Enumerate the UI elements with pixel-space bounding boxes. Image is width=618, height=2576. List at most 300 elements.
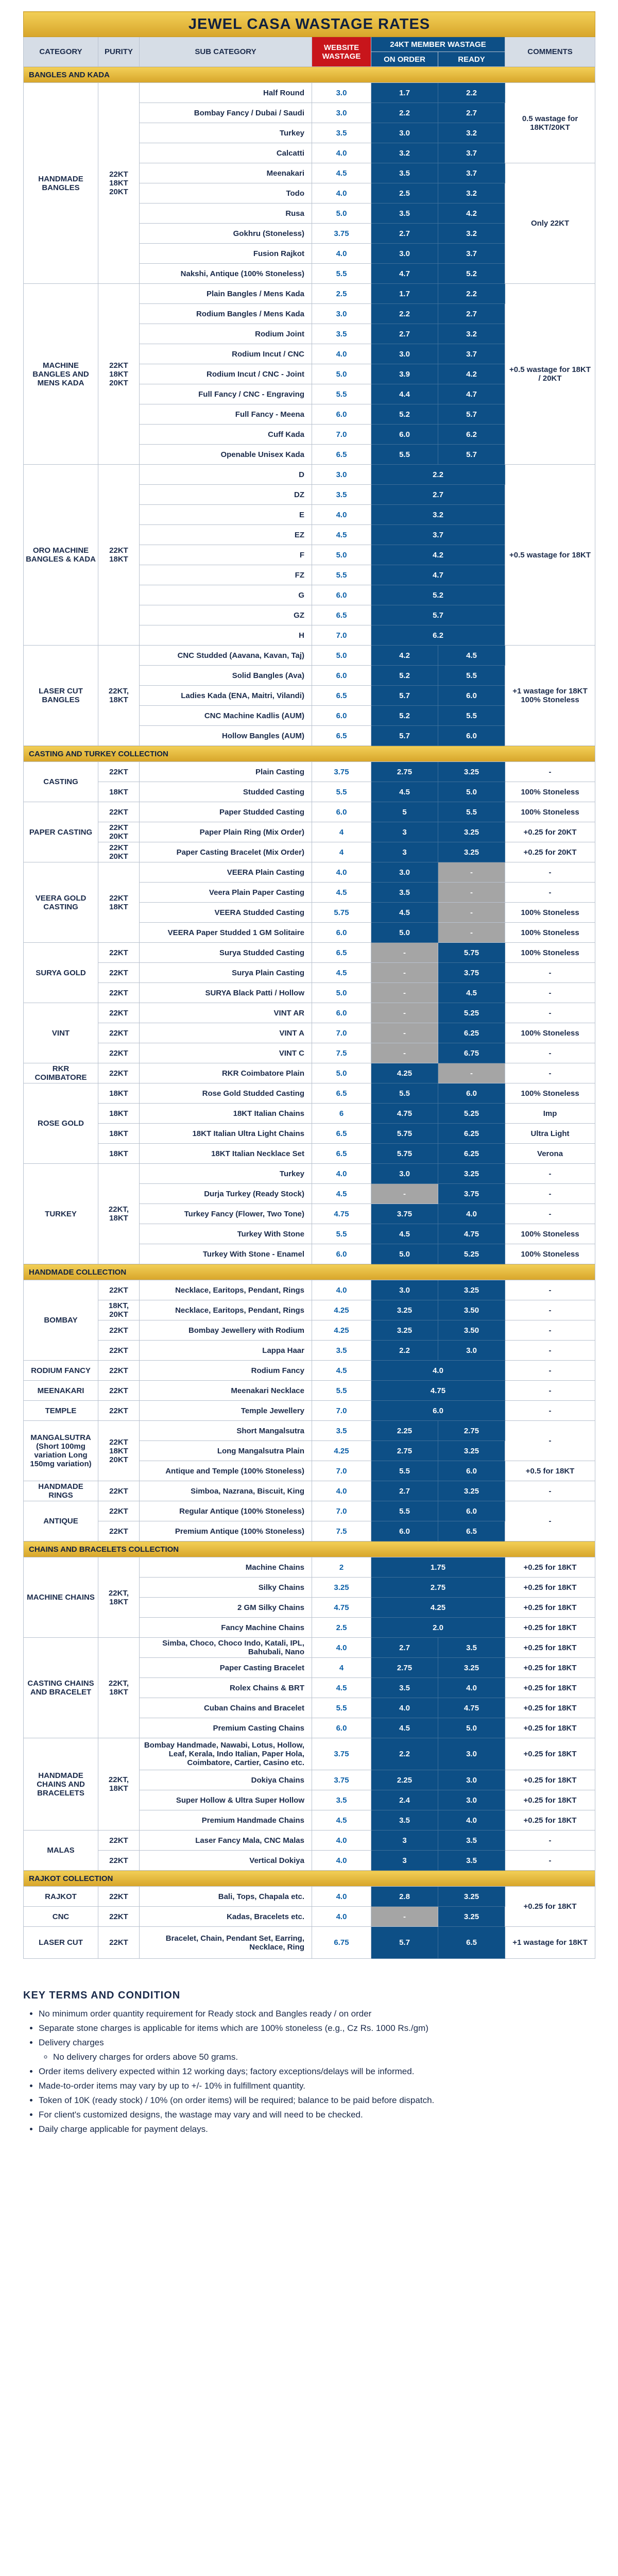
table-row (24, 862, 595, 883)
purity-cell: 22KT 18KT (98, 862, 140, 943)
category-cell: HANDMADE BANGLES (24, 83, 98, 284)
on-order-cell: 5.5 (371, 445, 438, 465)
on-order-cell: 3.0 (371, 1164, 438, 1184)
table-row (24, 1738, 595, 1770)
website-wastage-cell: 3.5 (312, 1341, 371, 1361)
on-order-cell: 3.75 (371, 1204, 438, 1224)
on-order-cell: 2.8 (371, 1887, 438, 1907)
ready-cell: 4.5 (438, 983, 505, 1003)
website-wastage-cell: 4.5 (312, 1678, 371, 1698)
on-order-cell: 5.2 (371, 404, 438, 425)
sub-category-cell: Rolex Chains & BRT (140, 1678, 312, 1698)
comment-cell: +0.25 for 18KT (505, 1738, 595, 1770)
on-order-cell: 3 (371, 1851, 438, 1871)
table-row (24, 1124, 595, 1144)
ready-cell: 6.25 (438, 1124, 505, 1144)
on-order-cell: 4.5 (371, 1718, 438, 1738)
comment-cell: - (505, 762, 595, 782)
category-cell: ANTIQUE (24, 1501, 98, 1541)
on-order-cell: 2.7 (371, 1638, 438, 1658)
member-wastage-cell: 4.7 (371, 565, 505, 585)
purity-cell: 22KT (98, 1887, 140, 1907)
sub-category-cell: SURYA Black Patti / Hollow (140, 983, 312, 1003)
on-order-cell: 3.0 (371, 1280, 438, 1300)
purity-cell: 22KT (98, 1521, 140, 1541)
terms-item: • For client's customized designs, the wastage may vary and will need to be checked. (39, 2108, 595, 2122)
sub-category-cell: Rodium Joint (140, 324, 312, 344)
sub-category-cell: Super Hollow & Ultra Super Hollow (140, 1790, 312, 1810)
on-order-cell: 5.5 (371, 1501, 438, 1521)
on-order-cell: 2.25 (371, 1770, 438, 1790)
ready-cell: - (438, 923, 505, 943)
ready-cell: 4.0 (438, 1678, 505, 1698)
purity-cell: 18KT, 20KT (98, 1300, 140, 1320)
on-order-cell: 3.25 (371, 1320, 438, 1341)
comment-cell: - (505, 1063, 595, 1083)
website-wastage-cell: 4 (312, 822, 371, 842)
on-order-cell: 5.5 (371, 1083, 438, 1104)
website-wastage-cell: 3.0 (312, 103, 371, 123)
sub-category-cell: VEERA Studded Casting (140, 903, 312, 923)
ready-cell: - (438, 1063, 505, 1083)
website-wastage-cell: 5.0 (312, 983, 371, 1003)
purity-cell: 22KT (98, 1063, 140, 1083)
ready-cell: 4.75 (438, 1698, 505, 1718)
sub-category-cell: Ladies Kada (ENA, Maitri, Vilandi) (140, 686, 312, 706)
comment-cell: - (505, 1831, 595, 1851)
category-cell: CNC (24, 1907, 98, 1927)
sub-category-cell: Premium Handmade Chains (140, 1810, 312, 1831)
on-order-cell: - (371, 963, 438, 983)
website-wastage-cell: 3.5 (312, 1421, 371, 1441)
on-order-cell: 2.7 (371, 324, 438, 344)
comment-cell: - (505, 1184, 595, 1204)
comment-cell: 100% Stoneless (505, 923, 595, 943)
ready-cell: - (438, 903, 505, 923)
section-title: CASTING AND TURKEY COLLECTION (24, 746, 595, 762)
on-order-cell: 4.7 (371, 264, 438, 284)
on-order-cell: 5.0 (371, 923, 438, 943)
on-order-cell: - (371, 943, 438, 963)
page-title: JEWEL CASA WASTAGE RATES (24, 12, 595, 37)
sub-category-cell: G (140, 585, 312, 605)
sub-category-cell: Short Mangalsutra (140, 1421, 312, 1441)
sub-category-cell: Regular Antique (100% Stoneless) (140, 1501, 312, 1521)
ready-cell: 4.0 (438, 1810, 505, 1831)
section-row (24, 67, 595, 83)
category-cell: ROSE GOLD (24, 1083, 98, 1164)
on-order-cell: 4.5 (371, 903, 438, 923)
purity-cell: 22KT 20KT (98, 842, 140, 862)
member-wastage-cell: 4.2 (371, 545, 505, 565)
comment-cell: +1 wastage for 18KT (505, 1927, 595, 1959)
category-cell: ORO MACHINE BANGLES & KADA (24, 465, 98, 646)
on-order-cell: 4.75 (371, 1104, 438, 1124)
comment-cell: +0.25 for 20KT (505, 842, 595, 862)
sub-category-cell: Half Round (140, 83, 312, 103)
category-cell: RODIUM FANCY (24, 1361, 98, 1381)
table-row (24, 802, 595, 822)
website-wastage-cell: 3.5 (312, 1790, 371, 1810)
purity-cell: 22KT, 18KT (98, 1638, 140, 1738)
category-cell: VINT (24, 1003, 98, 1063)
website-wastage-cell: 5.0 (312, 545, 371, 565)
website-wastage-cell: 4.0 (312, 1851, 371, 1871)
sub-category-cell: Antique and Temple (100% Stoneless) (140, 1461, 312, 1481)
header-purity: PURITY (98, 37, 140, 67)
ready-cell: - (438, 883, 505, 903)
website-wastage-cell: 5.5 (312, 264, 371, 284)
sub-category-cell: Temple Jewellery (140, 1401, 312, 1421)
table-row (24, 1501, 595, 1521)
comment-cell: +0.25 for 18KT (505, 1598, 595, 1618)
sub-category-cell: Todo (140, 183, 312, 204)
comment-cell: - (505, 1401, 595, 1421)
sub-category-cell: VEERA Paper Studded 1 GM Solitaire (140, 923, 312, 943)
table-row (24, 1341, 595, 1361)
ready-cell: 5.7 (438, 445, 505, 465)
purity-cell: 22KT, 18KT (98, 646, 140, 746)
sub-category-cell: Full Fancy - Meena (140, 404, 312, 425)
comment-cell: 100% Stoneless (505, 943, 595, 963)
ready-cell: 3.25 (438, 1441, 505, 1461)
sub-category-cell: Fancy Machine Chains (140, 1618, 312, 1638)
sub-category-cell: Nakshi, Antique (100% Stoneless) (140, 264, 312, 284)
on-order-cell: 3 (371, 1831, 438, 1851)
table-row (24, 1104, 595, 1124)
comment-cell: +0.25 for 18KT (505, 1618, 595, 1638)
ready-cell: 3.5 (438, 1851, 505, 1871)
sub-category-cell: Turkey With Stone (140, 1224, 312, 1244)
website-wastage-cell: 3.25 (312, 1578, 371, 1598)
ready-cell: 5.0 (438, 782, 505, 802)
comment-cell: +1 wastage for 18KT 100% Stoneless (505, 646, 595, 746)
table-row (24, 465, 595, 485)
sub-category-cell: Meenakari (140, 163, 312, 183)
purity-cell: 22KT 18KT 20KT (98, 1421, 140, 1481)
sub-category-cell: Bombay Fancy / Dubai / Saudi (140, 103, 312, 123)
comment-cell: +0.25 for 18KT (505, 1887, 595, 1927)
ready-cell: 3.50 (438, 1320, 505, 1341)
section-row (24, 1541, 595, 1557)
comment-cell: +0.25 for 18KT (505, 1718, 595, 1738)
table-row (24, 1023, 595, 1043)
table-row (24, 83, 595, 103)
purity-cell: 22KT (98, 1907, 140, 1927)
purity-cell: 18KT (98, 1144, 140, 1164)
purity-cell: 18KT (98, 1124, 140, 1144)
purity-cell: 22KT (98, 1320, 140, 1341)
ready-cell: 5.5 (438, 706, 505, 726)
ready-cell: 3.5 (438, 1831, 505, 1851)
sub-category-cell: Rodium Bangles / Mens Kada (140, 304, 312, 324)
website-wastage-cell: 7.0 (312, 1023, 371, 1043)
purity-cell: 22KT (98, 1851, 140, 1871)
on-order-cell: - (371, 1907, 438, 1927)
purity-cell: 22KT (98, 1927, 140, 1959)
table-row (24, 1320, 595, 1341)
sub-category-cell: Surya Studded Casting (140, 943, 312, 963)
on-order-cell: 3.0 (371, 244, 438, 264)
table-row (24, 646, 595, 666)
on-order-cell: 2.4 (371, 1790, 438, 1810)
member-wastage-cell: 5.2 (371, 585, 505, 605)
category-cell: SURYA GOLD (24, 943, 98, 1003)
on-order-cell: 4.2 (371, 646, 438, 666)
website-wastage-cell: 6.75 (312, 1927, 371, 1959)
sub-category-cell: Turkey (140, 123, 312, 143)
on-order-cell: 2.25 (371, 1421, 438, 1441)
website-wastage-cell: 6.5 (312, 1144, 371, 1164)
purity-cell: 22KT (98, 963, 140, 983)
terms-title: KEY TERMS AND CONDITION (23, 1990, 181, 2001)
table-row (24, 1421, 595, 1441)
member-wastage-cell: 1.75 (371, 1557, 505, 1578)
table-row (24, 1851, 595, 1871)
terms-item: • Separate stone charges is applicable for items which are 100% stoneless (e.g., Cz Rs. 1000 Rs./gm) (39, 2021, 595, 2036)
category-cell: MEENAKARI (24, 1381, 98, 1401)
comment-cell: - (505, 1300, 595, 1320)
on-order-cell: 3 (371, 842, 438, 862)
comment-cell: 100% Stoneless (505, 1023, 595, 1043)
sub-category-cell: Bombay Handmade, Nawabi, Lotus, Hollow, Leaf, Kerala, Indo Italian, Paper Hola, Coimbatore, Cartier, Casino etc. (140, 1738, 312, 1770)
sub-category-cell: FZ (140, 565, 312, 585)
purity-cell: 22KT (98, 1481, 140, 1501)
website-wastage-cell: 4.5 (312, 1184, 371, 1204)
section-title: CHAINS AND BRACELETS COLLECTION (24, 1541, 595, 1557)
on-order-cell: 2.5 (371, 183, 438, 204)
website-wastage-cell: 2 (312, 1557, 371, 1578)
ready-cell: 2.2 (438, 284, 505, 304)
member-wastage-cell: 3.7 (371, 525, 505, 545)
comment-cell: - (505, 1164, 595, 1184)
ready-cell: 3.5 (438, 1638, 505, 1658)
sub-category-cell: Studded Casting (140, 782, 312, 802)
category-cell: RAJKOT (24, 1887, 98, 1907)
purity-cell: 18KT (98, 1083, 140, 1104)
sub-category-cell: Gokhru (Stoneless) (140, 224, 312, 244)
table-row (24, 1481, 595, 1501)
on-order-cell: 3.5 (371, 204, 438, 224)
sub-category-cell: Full Fancy / CNC - Engraving (140, 384, 312, 404)
website-wastage-cell: 3.75 (312, 762, 371, 782)
on-order-cell: - (371, 1043, 438, 1063)
purity-cell: 22KT 18KT 20KT (98, 83, 140, 284)
comment-cell: 100% Stoneless (505, 1224, 595, 1244)
website-wastage-cell: 5.5 (312, 384, 371, 404)
member-wastage-cell: 2.2 (371, 465, 505, 485)
sub-category-cell: Plain Casting (140, 762, 312, 782)
category-cell: LASER CUT BANGLES (24, 646, 98, 746)
ready-cell: 3.75 (438, 1184, 505, 1204)
sub-category-cell: Rodium Incut / CNC - Joint (140, 364, 312, 384)
purity-cell: 22KT (98, 1501, 140, 1521)
on-order-cell: 3.9 (371, 364, 438, 384)
website-wastage-cell: 3.0 (312, 304, 371, 324)
comment-cell: +0.25 for 18KT (505, 1698, 595, 1718)
website-wastage-cell: 4.0 (312, 1280, 371, 1300)
on-order-cell: - (371, 1023, 438, 1043)
ready-cell: 5.0 (438, 1718, 505, 1738)
purity-cell: 22KT (98, 1043, 140, 1063)
website-wastage-cell: 6.0 (312, 802, 371, 822)
website-wastage-cell: 5.0 (312, 204, 371, 224)
website-wastage-cell: 6 (312, 1104, 371, 1124)
comment-cell: +0.25 for 18KT (505, 1790, 595, 1810)
sub-category-cell: DZ (140, 485, 312, 505)
on-order-cell: 2.7 (371, 224, 438, 244)
terms-item: • Order items delivery expected within 12 working days; factory exceptions/delays will be informed. (39, 2064, 595, 2079)
website-wastage-cell: 6.5 (312, 445, 371, 465)
ready-cell: 5.25 (438, 1104, 505, 1124)
table-row (24, 1083, 595, 1104)
sub-category-cell: Necklace, Earitops, Pendant, Rings (140, 1280, 312, 1300)
ready-cell: 6.75 (438, 1043, 505, 1063)
website-wastage-cell: 4.0 (312, 344, 371, 364)
comment-cell: - (505, 883, 595, 903)
sub-category-cell: Laser Fancy Mala, CNC Malas (140, 1831, 312, 1851)
wastage-sheet (23, 11, 595, 2134)
ready-cell: 3.7 (438, 244, 505, 264)
table-row (24, 1927, 595, 1959)
table-row (24, 1063, 595, 1083)
website-wastage-cell: 3.5 (312, 123, 371, 143)
on-order-cell: 6.0 (371, 1521, 438, 1541)
sub-category-cell: Paper Plain Ring (Mix Order) (140, 822, 312, 842)
website-wastage-cell: 5.0 (312, 646, 371, 666)
on-order-cell: 5.7 (371, 686, 438, 706)
sub-category-cell: Necklace, Earitops, Pendant, Rings (140, 1300, 312, 1320)
purity-cell: 22KT (98, 1003, 140, 1023)
on-order-cell: 4.5 (371, 1224, 438, 1244)
website-wastage-cell: 4.25 (312, 1441, 371, 1461)
on-order-cell: 3.5 (371, 1810, 438, 1831)
on-order-cell: 5.7 (371, 1927, 438, 1959)
member-wastage-cell: 5.7 (371, 605, 505, 625)
comment-cell: +0.25 for 18KT (505, 1678, 595, 1698)
on-order-cell: 1.7 (371, 284, 438, 304)
sub-category-cell: VEERA Plain Casting (140, 862, 312, 883)
ready-cell: 6.0 (438, 1083, 505, 1104)
member-wastage-cell: 6.0 (371, 1401, 505, 1421)
sub-category-cell: Kadas, Bracelets etc. (140, 1907, 312, 1927)
ready-cell: 6.25 (438, 1144, 505, 1164)
on-order-cell: 2.7 (371, 1481, 438, 1501)
ready-cell: 3.75 (438, 963, 505, 983)
ready-cell: 3.25 (438, 1907, 505, 1927)
website-wastage-cell: 7.0 (312, 1461, 371, 1481)
terms-list (23, 2007, 595, 2137)
purity-cell: 22KT 18KT (98, 465, 140, 646)
ready-cell: 6.5 (438, 1927, 505, 1959)
purity-cell: 22KT, 18KT (98, 1164, 140, 1264)
website-wastage-cell: 4.0 (312, 244, 371, 264)
terms-item: • No minimum order quantity requirement for Ready stock and Bangles ready / on order (39, 2007, 595, 2021)
sub-category-cell: Premium Antique (100% Stoneless) (140, 1521, 312, 1541)
website-wastage-cell: 6.0 (312, 666, 371, 686)
ready-cell: 3.7 (438, 344, 505, 364)
website-wastage-cell: 4.5 (312, 525, 371, 545)
wastage-rates-table (23, 11, 595, 1959)
website-wastage-cell: 3.75 (312, 1738, 371, 1770)
website-wastage-cell: 6.0 (312, 923, 371, 943)
sub-category-cell: Calcatti (140, 143, 312, 163)
ready-cell: 3.0 (438, 1790, 505, 1810)
sub-category-cell: Bracelet, Chain, Pendant Set, Earring, Necklace, Ring (140, 1927, 312, 1959)
category-cell: TEMPLE (24, 1401, 98, 1421)
table-row (24, 1401, 595, 1421)
website-wastage-cell: 4.5 (312, 163, 371, 183)
sub-category-cell: D (140, 465, 312, 485)
category-cell: BOMBAY (24, 1280, 98, 1361)
website-wastage-cell: 4 (312, 842, 371, 862)
sub-category-cell: Vertical Dokiya (140, 1851, 312, 1871)
website-wastage-cell: 6.0 (312, 1718, 371, 1738)
sub-category-cell: Premium Casting Chains (140, 1718, 312, 1738)
website-wastage-cell: 2.5 (312, 284, 371, 304)
on-order-cell: 6.0 (371, 425, 438, 445)
ready-cell: 6.0 (438, 1501, 505, 1521)
comment-cell: 100% Stoneless (505, 903, 595, 923)
comment-cell: 100% Stoneless (505, 802, 595, 822)
ready-cell: 4.0 (438, 1204, 505, 1224)
on-order-cell: 5 (371, 802, 438, 822)
ready-cell: 2.2 (438, 83, 505, 103)
member-wastage-cell: 3.2 (371, 505, 505, 525)
on-order-cell: 2.2 (371, 304, 438, 324)
website-wastage-cell: 3.5 (312, 485, 371, 505)
purity-cell: 22KT 18KT 20KT (98, 284, 140, 465)
comment-cell: +0.25 for 18KT (505, 1557, 595, 1578)
comment-cell: - (505, 1481, 595, 1501)
purity-cell: 22KT (98, 802, 140, 822)
ready-cell: 2.75 (438, 1421, 505, 1441)
ready-cell: 5.25 (438, 1003, 505, 1023)
website-wastage-cell: 6.0 (312, 706, 371, 726)
ready-cell: 6.0 (438, 726, 505, 746)
sub-category-cell: Solid Bangles (Ava) (140, 666, 312, 686)
ready-cell: 3.25 (438, 1164, 505, 1184)
purity-cell: 18KT (98, 1104, 140, 1124)
website-wastage-cell: 7.0 (312, 1401, 371, 1421)
sub-category-cell: Rodium Fancy (140, 1361, 312, 1381)
ready-cell: 4.2 (438, 364, 505, 384)
website-wastage-cell: 6.5 (312, 943, 371, 963)
sub-category-cell: Turkey With Stone - Enamel (140, 1244, 312, 1264)
sub-category-cell: Simba, Choco, Choco Indo, Katali, IPL, Bahubali, Nano (140, 1638, 312, 1658)
sub-category-cell: Cuff Kada (140, 425, 312, 445)
category-cell: TURKEY (24, 1164, 98, 1264)
website-wastage-cell: 6.5 (312, 605, 371, 625)
table-row (24, 782, 595, 802)
website-wastage-cell: 6.5 (312, 1124, 371, 1144)
website-wastage-cell: 3.5 (312, 324, 371, 344)
table-row (24, 1300, 595, 1320)
sub-category-cell: Paper Casting Bracelet (Mix Order) (140, 842, 312, 862)
website-wastage-cell: 6.5 (312, 726, 371, 746)
comment-cell: - (505, 983, 595, 1003)
category-cell: LASER CUT (24, 1927, 98, 1959)
section-row (24, 746, 595, 762)
sub-category-cell: Long Mangalsutra Plain (140, 1441, 312, 1461)
comment-cell: - (505, 1361, 595, 1381)
ready-cell: 6.0 (438, 686, 505, 706)
sub-category-cell: Veera Plain Paper Casting (140, 883, 312, 903)
sub-category-cell: 2 GM Silky Chains (140, 1598, 312, 1618)
on-order-cell: 4.25 (371, 1063, 438, 1083)
sub-category-cell: RKR Coimbatore Plain (140, 1063, 312, 1083)
comment-cell: - (505, 1501, 595, 1541)
